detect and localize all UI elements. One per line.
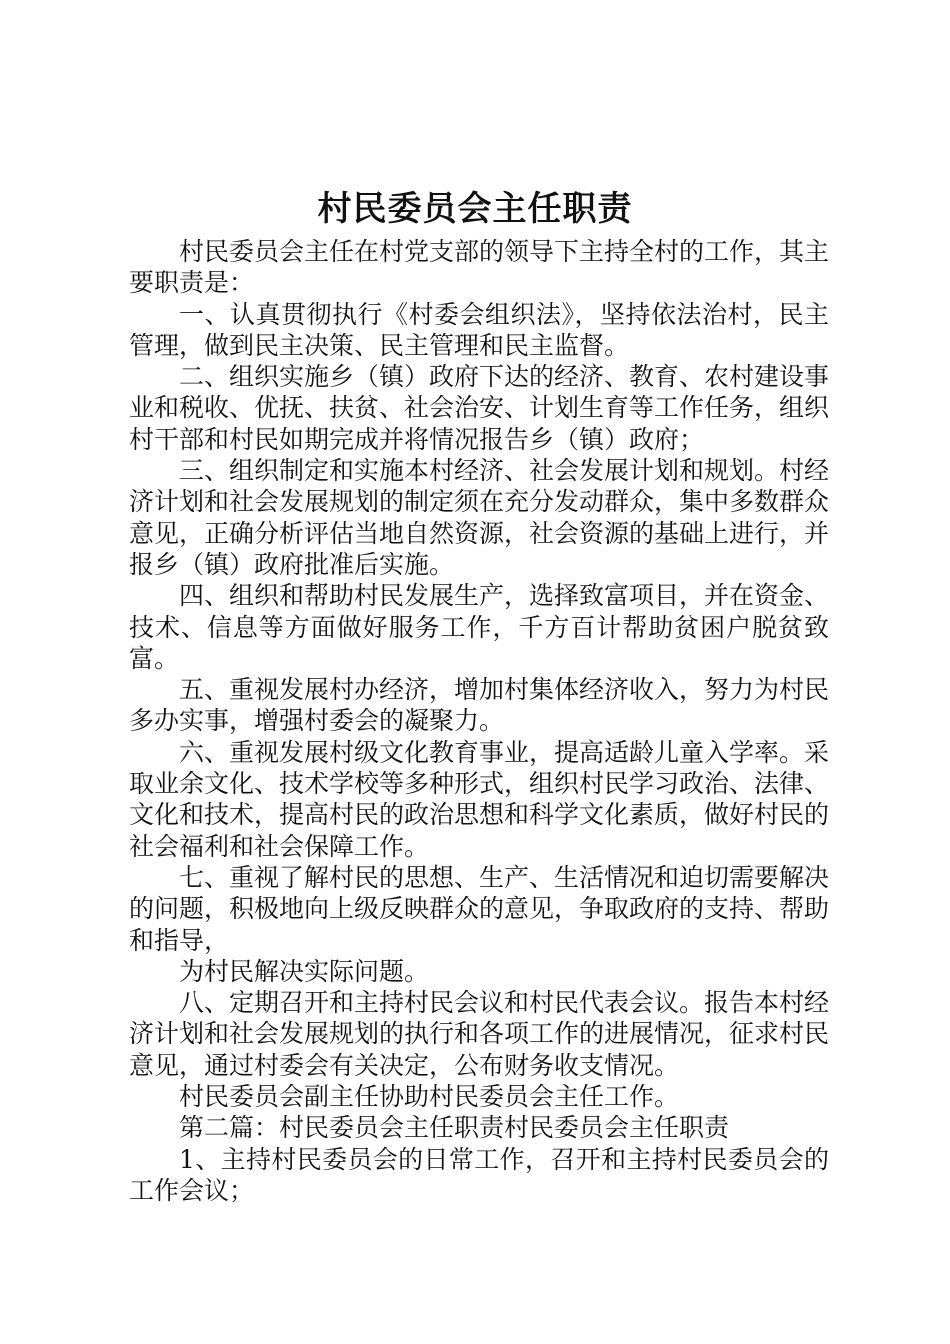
paragraph-duty-2: 二、组织实施乡（镇）政府下达的经济、教育、农村建设事业和税收、优抚、扶贫、社会治安、计划生育等工作任务，组织村干部和村民如期完成并将情况报告乡（镇）政府；	[129, 362, 830, 454]
paragraph-duty-3: 三、组织制定和实施本村经济、社会发展计划和规划。村经济计划和社会发展规划的制定须在充分发动群众，集中多数群众意见，正确分析评估当地自然资源，社会资源的基础上进行，并报乡（镇）政府批准后实施。	[129, 456, 830, 579]
paragraph-duty-7-cont: 为村民解决实际问题。	[179, 956, 430, 986]
paragraph-duty-4: 四、组织和帮助村民发展生产，选择致富项目，并在资金、技术、信息等方面做好服务工作，千方百计帮助贫困户脱贫致富。	[129, 581, 830, 673]
paragraph-duty-7: 七、重视了解村民的思想、生产、生活情况和迫切需要解决的问题，积极地向上级反映群众的意见，争取政府的支持、帮助和指导，	[129, 862, 830, 955]
paragraph-duty-6: 六、重视发展村级文化教育事业，提高适龄儿童入学率。采取业余文化、技术学校等多种形式，组织村民学习政治、法律、文化和技术，提高村民的政治思想和科学文化素质，做好村民的社会福利和社会保障工作。	[129, 737, 830, 861]
paragraph-duty-1: 一、认真贯彻执行《村委会组织法》，坚持依法治村，民主管理，做到民主决策、民主管理和民主监督。	[129, 299, 829, 360]
paragraph-vice-director: 村民委员会副主任协助村民委员会主任工作。	[179, 1082, 680, 1112]
paragraph-duty-5: 五、重视发展村办经济，增加村集体经济收入，努力为村民多办实事，增强村委会的凝聚力。	[129, 675, 830, 736]
paragraph-part-two-item-1: 1、主持村民委员会的日常工作，召开和主持村民委员会的工作会议；	[129, 1144, 829, 1205]
document-body	[129, 236, 829, 1206]
paragraph-intro: 村民委员会主任在村党支部的领导下主持全村的工作，其主要职责是：	[129, 237, 830, 298]
paragraph-duty-8: 八、定期召开和主持村民会议和村民代表会议。报告本村经济计划和社会发展规划的执行和各项工作的进展情况，征求村民意见，通过村委会有关决定，公布财务收支情况。	[129, 988, 830, 1080]
paragraph-part-two-heading: 第二篇：村民委员会主任职责村民委员会主任职责	[179, 1113, 730, 1143]
document-title: 村民委员会主任职责	[317, 189, 633, 229]
